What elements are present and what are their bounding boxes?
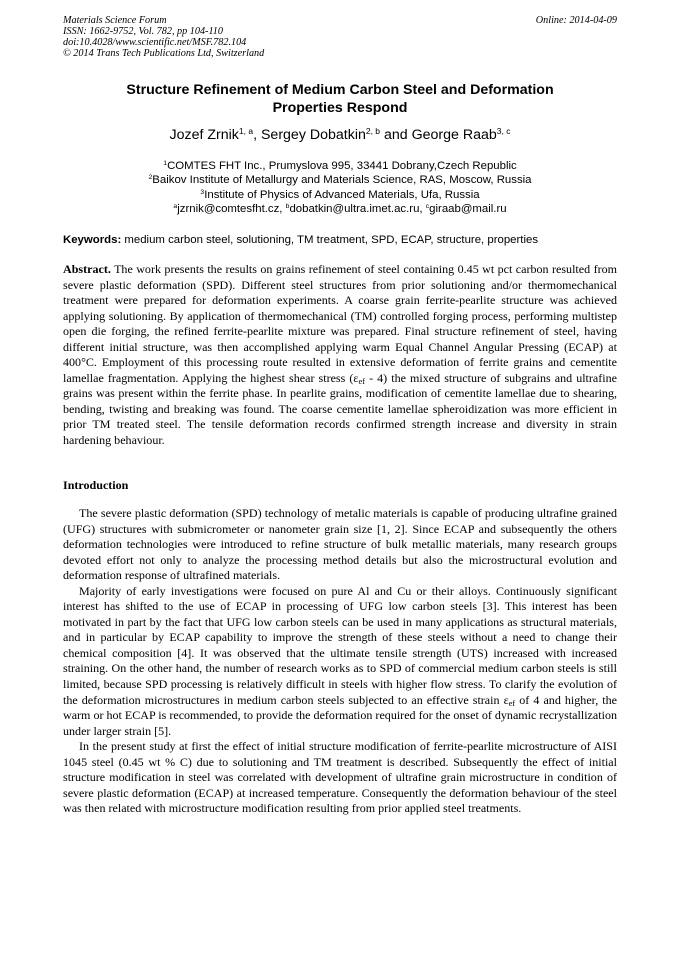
title-line-1: Structure Refinement of Medium Carbon Steel and Deformation [126, 82, 554, 98]
author-superscript: 3, c [496, 125, 511, 136]
doi-line: doi:10.4028/www.scientific.net/MSF.782.104 [63, 37, 247, 48]
email-link[interactable]: jzrnik@comtesfht.cz, [177, 202, 286, 215]
intro-subscript: ef [508, 697, 516, 708]
title-line-2: Properties Respond [272, 99, 408, 116]
intro-paragraph-3: In the present study at first the effect of initial structure modification of ferrite-pearlite microstructure of AISI 1045 steel (0.45 wt % C) due to solutioning and TM treatment is described. Subsequently the effect of initial structure modification in steel was correlated with development of ultrafine grain microstructure in condition of severe plastic deformation (ECAP) at increased temperature. Consequently the deformation behaviour of the steel was then related with microstructure modification resulting from prior applied steel treatments. [63, 739, 617, 816]
affiliation-line [63, 159, 617, 173]
affiliation-text: Institute of Physics of Advanced Materials, Ufa, Russia [204, 188, 480, 201]
abstract-text-cont: - 4) the mixed structure of subgrains and ultrafine grains was present within the ferrite phase. In pearlite grains, modification of cementite lamellae due to shearing, bending, twisting and breaking was found. The coarse cementite lamellae spheroidization was more efficient in prior TM treated steel. The tensile deformation records confirmed strength increase and diversity in strain hardening behaviour. [63, 370, 617, 448]
email-marker: c [425, 202, 430, 210]
affiliation-marker: 2 [148, 174, 153, 182]
issn-line: ISSN: 1662-9752, Vol. 782, pp 104-110 [63, 26, 223, 37]
author-name: Sergey Dobatkin [260, 127, 366, 143]
author-name: Jozef Zrnik [169, 127, 239, 143]
keywords [63, 233, 617, 247]
intro-paragraph-2-cont: of 4 and higher, the warm or hot ECAP is recommended, to provide the deformation required for the onset of dynamic recrystallization under larger strain [5]. [63, 692, 617, 738]
intro-paragraph-2-text: Majority of early investigations were focused on pure Al and Cu or their alloys. Continuously significant interest has shifted to the use of ECAP in processing of UFG low carbon steels [3]. This interest has been motivated in part by the fact that UFG low carbon steels can be used in many applications as structural materials, and in particular by ECAP capability to improve the strength of these steels without a need to change their chemical composition [4]. It was observed that the ultimate tensile strength (UTS) increased with increased straining. On the other hand, the number of research works as to SPD of commercial medium carbon steels is still limited, because SPD processing is relatively difficult in steels with higher flow stress. To clarify the evolution of the deformation microstructures in medium carbon steels subjected to an effective strain ε [63, 583, 617, 707]
abstract-label: Abstract. [63, 262, 111, 276]
email-line [63, 202, 617, 216]
author-superscript: 1, a [238, 125, 254, 136]
abstract [63, 262, 617, 449]
affiliation-text: Baikov Institute of Metallurgy and Materials Science, RAS, Moscow, Russia [152, 174, 532, 187]
intro-paragraph-1: The severe plastic deformation (SPD) technology of metalic materials is capable of producing ultrafine grained (UFG) structures with submicrometer or nanometer grain size [1, 2]. Since ECAP and subsequently the others deformation technologies were introduced to refine structure of bulk metallic materials, many research groups devoted effort not only to analyze the processing method details but also the microstructural evolution and deformation response of ultrafined materials. [63, 506, 617, 583]
online-date: Online: 2014-04-09 [535, 15, 617, 26]
affiliation-text: COMTES FHT Inc., Prumyslova 995, 33441 Dobrany,Czech Republic [167, 160, 517, 172]
author-list [63, 126, 617, 144]
abstract-subscript: ef [358, 375, 365, 386]
introduction-section [63, 506, 617, 817]
author-superscript: 2, b [365, 125, 381, 136]
affiliations [63, 159, 617, 216]
email-marker: b [285, 202, 290, 210]
intro-paragraph-2 [63, 584, 617, 739]
affiliation-marker: 1 [163, 159, 168, 167]
copyright-line: © 2014 Trans Tech Publications Ltd, Switzerland [63, 48, 265, 59]
email-marker: a [173, 202, 178, 210]
section-heading: Introduction [63, 478, 129, 492]
keywords-label: Keywords: [63, 234, 122, 246]
journal-header [63, 15, 617, 59]
paper-title [63, 82, 617, 117]
email-link[interactable]: dobatkin@ultra.imet.ac.ru, [289, 202, 426, 215]
email-link[interactable]: giraab@mail.ru [429, 202, 507, 215]
affiliation-line [63, 188, 617, 202]
affiliation-marker: 3 [200, 188, 205, 196]
author-name: George Raab [411, 127, 497, 143]
keywords-text: medium carbon steel, solutioning, TM treatment, SPD, ECAP, structure, properties [121, 234, 539, 246]
author-separator: , [253, 127, 261, 143]
affiliation-line [63, 173, 617, 187]
abstract-text: The work presents the results on grains refinement of steel containing 0.45 wt pct carbon resulted from severe plastic deformation (SPD). Different steel structures from prior solutioning and/or thermomechanical treatment were prepared for deformation experiments. A coarse grain ferrite-pearlite structure was achieved applying solutioning. By application of thermomechanical (TM) controlled forging process, performing multistep open die forging, the refined ferrite-pearlite mixture was prepared. Final structure refinement of steel, having different initial structure, was then accomplished applying warm Equal Channel Angular Pressing (ECAP) at 400°C. Employment of this processing route resulted in extensive deformation of ferrite grains and cementite lamellae fragmentation. Applying the highest shear stress (ε [63, 262, 617, 385]
journal-name: Materials Science Forum [63, 15, 167, 26]
author-separator: and [380, 127, 412, 143]
